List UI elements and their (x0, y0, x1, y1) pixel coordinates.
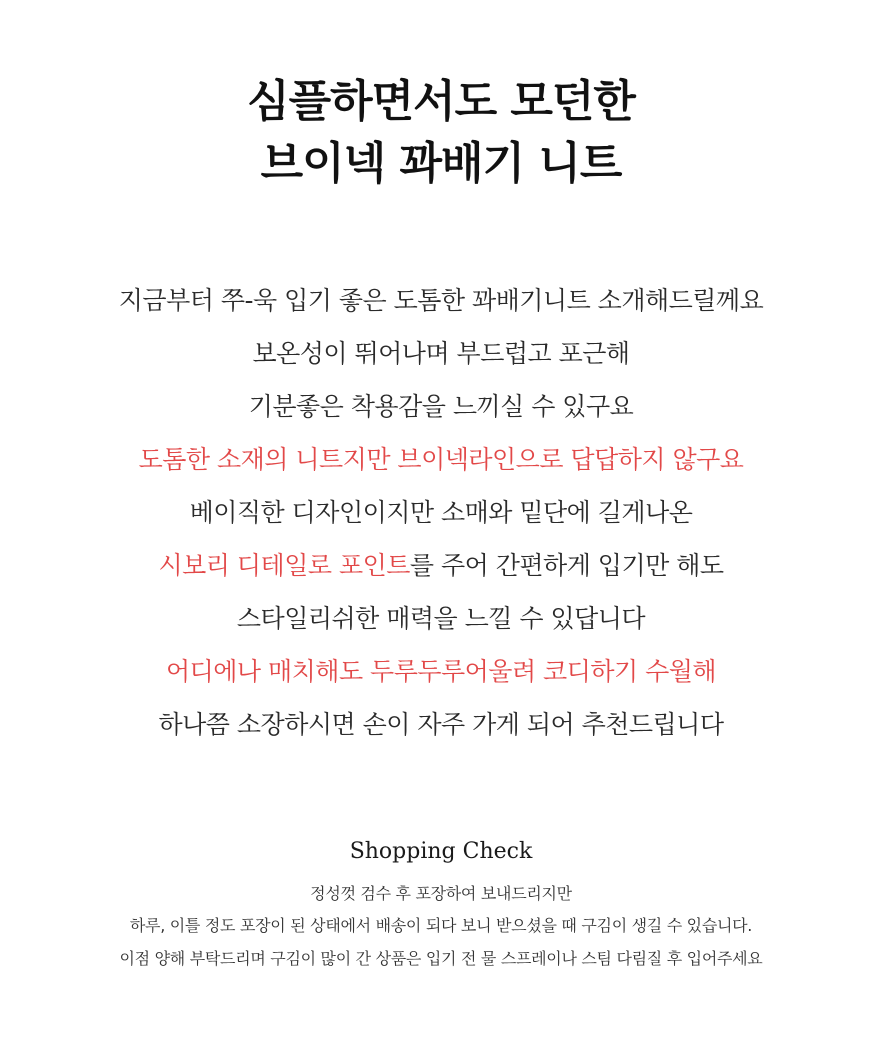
description-line-6 (0, 549, 882, 583)
shopping-check-line-2: 하루, 이틀 정도 포장이 된 상태에서 배송이 되다 보니 받으셨을 때 구김이 생길 수 있습니다. (129, 916, 753, 935)
description-line-8-highlight: 어디에나 매치해도 두루두루어울려 코디하기 수월해 (165, 657, 717, 686)
shopping-check-line-1: 정성껏 검수 후 포장하여 보내드리지만 (310, 884, 572, 903)
description-line-9: 하나쯤 소장하시면 손이 자주 가게 되어 추천드립니다 (158, 710, 724, 739)
description-line-1: 지금부터 쭈-욱 입기 좋은 도톰한 꽈배기니트 소개해드릴께요 (118, 286, 764, 315)
description-line-3: 기분좋은 착용감을 느끼실 수 있구요 (248, 392, 634, 421)
headline-line-1: 심플하면서도 모던한 (247, 76, 635, 127)
shopping-check-line-3: 이점 양해 부탁드리며 구김이 많이 간 상품은 입기 전 물 스프레이나 스팀 다림질 후 입어주세요 (119, 949, 763, 968)
shopping-check-title: Shopping Check (349, 839, 533, 864)
description-line-7: 스타일리쉬한 매력을 느낄 수 있답니다 (236, 604, 646, 633)
description-line-4-highlight: 도톰한 소재의 니트지만 브이넥라인으로 답답하지 않구요 (138, 445, 744, 474)
description-line-2: 보온성이 뛰어나며 부드럽고 포근해 (252, 339, 630, 368)
headline-line-2: 브이넥 꽈배기 니트 (260, 138, 622, 189)
description-line-5: 베이직한 디자인이지만 소매와 밑단에 길게나온 (189, 498, 693, 527)
description-line-6-rest: 를 주어 간편하게 입기만 해도 (409, 551, 724, 580)
description-line-6-highlight: 시보리 디테일로 포인트 (158, 551, 410, 580)
